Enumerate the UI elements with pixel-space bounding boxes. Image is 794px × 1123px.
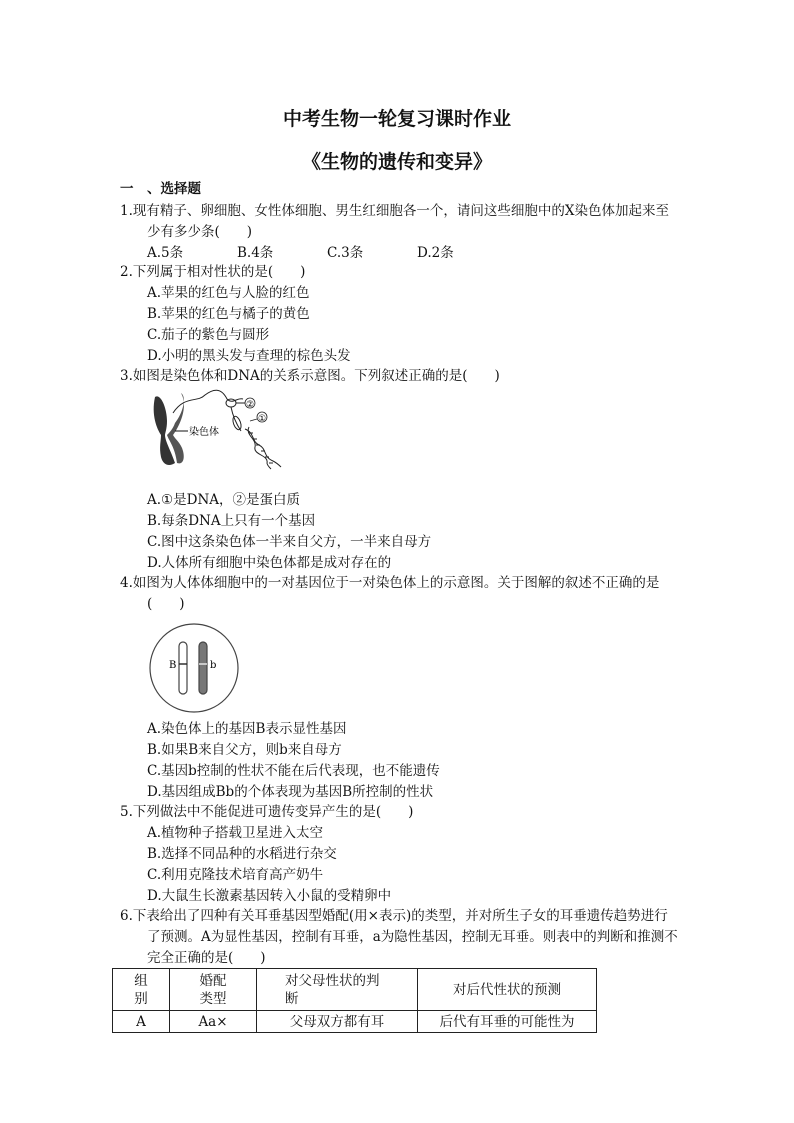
q5-stem: 5.下列做法中不能促进可遗传变异产生的是( ) — [120, 804, 414, 820]
q1-stem-line1: 1.现有精子、卵细胞、女性体细胞、男生红细胞各一个，请问这些细胞中的X染色体加起来至 — [120, 203, 669, 219]
q1-option-c: C.3条 — [327, 245, 364, 261]
page-title: 中考生物一轮复习课时作业 — [282, 108, 511, 130]
cell-offspring-prediction: 后代有耳垂的可能性为 — [418, 1011, 597, 1033]
q4-stem-line2: ( ) — [147, 596, 185, 612]
label-gene-B: B — [169, 660, 177, 671]
cell-marriage-type: Aa× — [170, 1011, 257, 1033]
q3-option-c: C.图中这条染色体一半来自父方，一半来自母方 — [147, 534, 432, 550]
q2-stem: 2.下列属于相对性状的是( ) — [120, 264, 306, 280]
cell-parent-judgment: 父母双方都有耳 — [257, 1011, 418, 1033]
q4-option-a: A.染色体上的基因B表示显性基因 — [147, 721, 347, 737]
section-heading: 一 、选择题 — [120, 181, 201, 197]
q1-option-b: B.4条 — [237, 245, 274, 261]
q1-stem-line2: 少有多少条( ) — [147, 224, 253, 240]
dna-helix — [245, 427, 281, 469]
q3-option-b: B.每条DNA上只有一个基因 — [147, 513, 316, 529]
q3-option-d: D.人体所有细胞中染色体都是成对存在的 — [147, 555, 392, 571]
q5-option-a: A.植物种子搭载卫星进入太空 — [147, 825, 324, 841]
q4-option-b: B.如果B来自父方，则b来自母方 — [147, 742, 342, 758]
chromosome-right — [199, 642, 207, 694]
q2-option-a: A.苹果的红色与人脸的红色 — [147, 285, 310, 301]
q6-stem-line3: 完全正确的是( ) — [147, 950, 266, 966]
q3-option-a: A.①是DNA，②是蛋白质 — [147, 492, 301, 508]
q4-stem-line1: 4.如图为人体体细胞中的一对基因位于一对染色体上的示意图。关于图解的叙述不正确的是 — [120, 575, 660, 591]
header-group: 组 别 — [113, 969, 170, 1011]
q1-option-a: A.5条 — [147, 245, 184, 261]
chromosome-shape — [154, 393, 184, 465]
gene-pair-figure — [148, 622, 240, 714]
q5-option-b: B.选择不同品种的水稻进行杂交 — [147, 846, 337, 862]
chromosome-left — [179, 642, 187, 694]
label-gene-b: b — [210, 660, 217, 671]
q6-stem-line1: 6.下表给出了四种有关耳垂基因型婚配(用×表示)的类型，并对所生子女的耳垂遗传趋势进行 — [120, 908, 668, 924]
q3-stem: 3.如图是染色体和DNA的关系示意图。下列叙述正确的是( ) — [120, 368, 500, 384]
q1-option-d: D.2条 — [417, 245, 454, 261]
q6-stem-line2: 了预测。A为显性基因，控制有耳垂，a为隐性基因，控制无耳垂。则表中的判断和推测不 — [147, 929, 678, 945]
q2-option-d: D.小明的黑头发与查理的棕色头发 — [147, 348, 351, 364]
cell-group: A — [113, 1011, 170, 1033]
q5-option-c: C.利用克隆技术培育高产奶牛 — [147, 867, 324, 883]
label-chromosome: 染色体 — [189, 427, 219, 438]
header-marriage-type: 婚配 类型 — [170, 969, 257, 1011]
header-parent-judgment: 对父母性状的判 断 — [257, 969, 418, 1011]
table-row — [113, 1011, 597, 1033]
q6-table — [112, 968, 597, 1033]
q2-option-c: C.茄子的紫色与圆形 — [147, 327, 270, 343]
label-2: ② — [246, 400, 255, 410]
chromosome-dna-figure — [145, 385, 295, 470]
header-offspring-prediction: 对后代性状的预测 — [418, 969, 597, 1011]
q2-option-b: B.苹果的红色与橘子的黄色 — [147, 306, 310, 322]
q5-option-d: D.大鼠生长激素基因转入小鼠的受精卵中 — [147, 888, 392, 904]
label-1: ① — [258, 414, 267, 424]
table-header-row — [113, 969, 597, 1011]
page-subtitle: 《生物的遗传和变异》 — [301, 151, 492, 173]
q1-options — [147, 244, 507, 262]
q4-option-c: C.基因b控制的性状不能在后代表现，也不能遗传 — [147, 763, 440, 779]
q4-option-d: D.基因组成Bb的个体表现为基因B所控制的性状 — [147, 784, 434, 800]
